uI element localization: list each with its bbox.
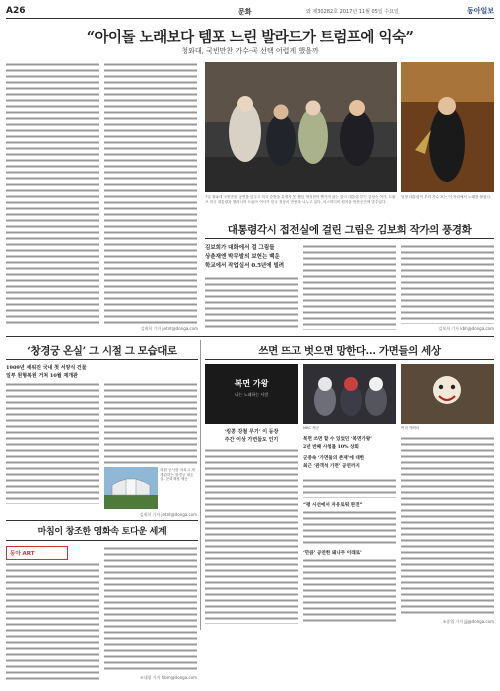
greenhouse-subhead-line-1: 1909년 세워진 국내 첫 서양식 건물	[6, 365, 87, 371]
bottom-text-col-1	[6, 562, 99, 680]
lead-headline: “아이돌 노래보다 템포 느린 발라드가 트럼프에 익숙”	[86, 29, 414, 46]
masks-text-col-3	[401, 436, 494, 616]
masks-subhead-line-1: ‘킹콩 강철 무기’ 이 등장	[224, 429, 279, 435]
bottom-rule	[6, 540, 198, 541]
masks-text-col-2b	[303, 510, 396, 546]
masks-byline: 조종엽 기자 jjj@donga.com	[442, 619, 494, 624]
masks-caption-a: MBC 제공	[303, 426, 320, 430]
side-photo	[401, 62, 494, 192]
masks-headline: 쓰면 뜨고 벗으면 망한다… 가면들의 세상	[258, 345, 441, 357]
masks-subhead-2-line-4: 최근 ‘관객석 가면’ 공연까지	[303, 463, 360, 469]
masks-photo-a	[303, 364, 396, 424]
main-photo-caption: 7일 청와대 국빈만찬 공연을 앞두고 미국 순방을 유명지 못 했던 박지현이 엔가지 않는 한국 대통령 부인 김정숙 여사, 트럼프 미국 대통령과 멜라니아 트럼프 여사가 한국 정상의 만찬을 나누고 있다. 마스미디어 원칙을 만찬공간에 맞추었다.	[205, 195, 396, 204]
section-name: 문화	[238, 8, 252, 16]
masks-photo-b	[401, 364, 494, 424]
greenhouse-text-col-1	[6, 382, 99, 504]
main-photo	[205, 62, 397, 192]
middle-text-col-3	[401, 244, 494, 324]
masks-text-col-1	[205, 448, 298, 624]
lead-text-col-1	[6, 62, 99, 324]
poster-sub: 나는 노래하는 사람	[234, 392, 269, 397]
masks-subhead	[205, 428, 298, 444]
middle-subhead-line-1: 김보희가 대화에서 걸 그림들	[205, 245, 275, 251]
greenhouse-subhead-line-2: 일부 원형복원 거쳐 10월 재개관	[6, 373, 78, 379]
middle-subhead-line-3: 학교에서 작업실서 0.5년에 빌려	[205, 263, 285, 269]
lead-subhead: 청와대, 국빈만찬 가수·곡 선택 어렵게 했을까	[181, 47, 319, 55]
column-divider	[200, 340, 201, 630]
side-photo-caption: 임정 대통령이 우리 가수 오는 이 자리에서 노래를 불렀다.	[401, 195, 492, 199]
dong-a-art-logo	[6, 546, 68, 560]
greenhouse-byline: 김재희 기자 jetnt@donga.com	[139, 512, 197, 517]
middle-byline: 김보희 기자 kbh@donga.com	[438, 326, 494, 331]
masks-quote-2: ‘만큼’ 공연한 돼나무 이래로’	[303, 551, 362, 556]
bottom-headline: 마침이 창조한 영화속 토다운 세계	[37, 527, 167, 537]
masks-rule	[205, 359, 494, 360]
greenhouse-text-col-2	[104, 382, 197, 464]
middle-headline: 대통령각시 접전실에 걸린 그림은 김보희 작가의 풍경화	[227, 224, 472, 236]
masks-subhead-line-2: 주간 이상 가면들도 인기	[224, 437, 279, 443]
middle-subhead	[205, 244, 298, 271]
side-photo-image	[401, 62, 494, 192]
bottom-byline: 조대형 기자 hbm@donga.com	[139, 675, 197, 680]
bottom-text-col-2	[104, 546, 197, 672]
page-header	[6, 4, 494, 19]
lead-text-col-2	[104, 62, 197, 324]
masks-photo-a-image	[303, 364, 396, 424]
middle-text-col-1	[205, 276, 298, 330]
masks-quote: “평 시선에서 자유로워 완전”	[303, 503, 363, 508]
page-number: A26	[6, 6, 26, 16]
masks-subhead-2-line-2: 2년 반째 시청률 10% 상회	[303, 444, 359, 450]
poster-title: 복면 가왕	[234, 379, 269, 388]
main-photo-image	[205, 62, 397, 192]
greenhouse-photo	[104, 467, 158, 509]
lead-byline: 김재희 기자 jetnt@donga.com	[140, 326, 198, 331]
middle-text-col-2	[303, 244, 396, 330]
middle-subhead-line-2: 상춘재엔 박무발의 보헌는 백운	[205, 254, 280, 260]
section-divider	[6, 336, 494, 337]
middle-rule	[205, 238, 494, 239]
masks-photo-b-image	[401, 364, 494, 424]
masks-subhead-2-line-3: 군중속 ‘가면들의 존재’에 대한	[303, 456, 365, 461]
greenhouse-rule	[6, 359, 198, 360]
masks-text-col-2	[303, 478, 396, 498]
dong-a-art-logo-text: 동아 ART	[10, 551, 35, 557]
masks-text-col-2c	[303, 558, 396, 624]
masthead-logo: 동아일보	[466, 7, 494, 15]
masked-singer-poster	[205, 364, 298, 424]
masks-subhead-2-line-1: 복면 쓰면 할 수 있었던 ‘복면가왕’	[303, 437, 372, 442]
masks-caption-b: 여러 캐릭터	[401, 426, 420, 430]
masks-subhead-2	[303, 436, 396, 470]
greenhouse-photo-image	[104, 467, 158, 509]
greenhouse-caption: 복원 공사를 마치고 재개관하는 창경궁 대온실. 문화재청 제공	[160, 468, 195, 482]
bottom-divider	[6, 520, 198, 521]
greenhouse-subhead	[6, 364, 198, 380]
issue-date: 와 제30282호 2017년 11월 05일 수요일	[306, 9, 399, 15]
greenhouse-headline: ‘창경궁 온실’ 그 시절 그 모습대로	[27, 345, 177, 357]
